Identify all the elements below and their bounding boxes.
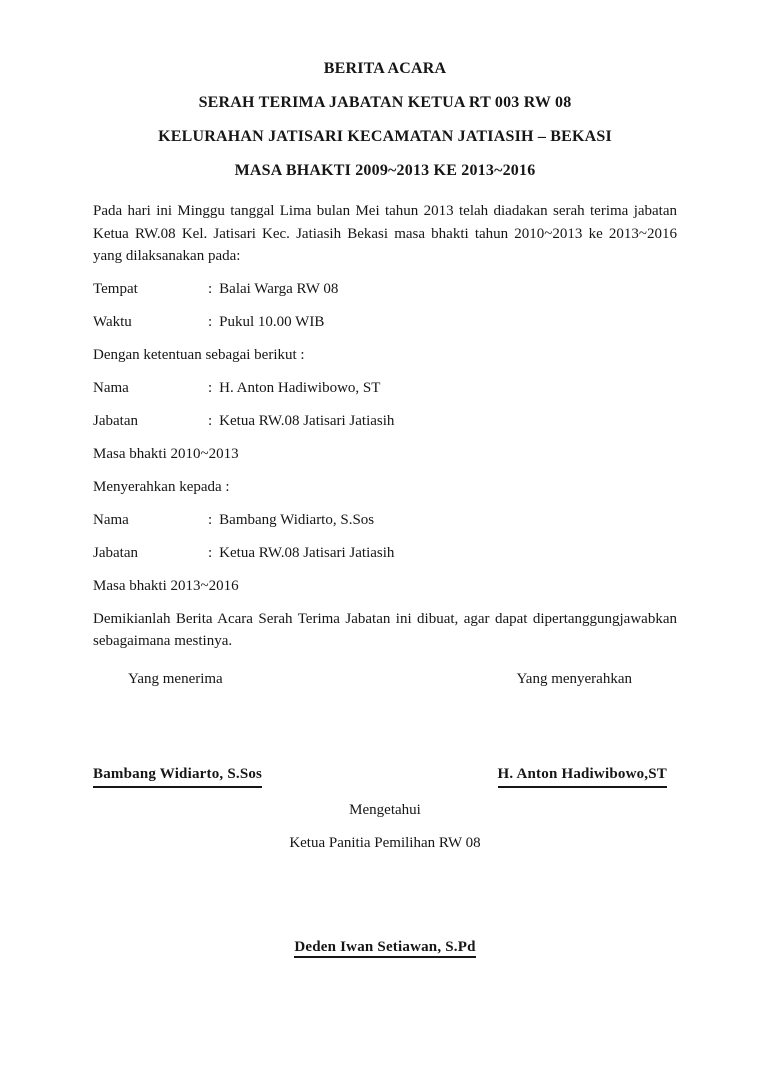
incoming-nama-label: Nama xyxy=(93,511,129,528)
outgoing-jabatan-value: Ketua RW.08 Jatisari Jatiasih xyxy=(219,412,395,429)
terms-intro-line: Dengan ketentuan sebagai berikut : xyxy=(93,346,305,363)
incoming-jabatan-value: Ketua RW.08 Jatisari Jatiasih xyxy=(219,544,395,561)
field-row-waktu xyxy=(93,311,677,333)
incoming-term-line: Masa bhakti 2013~2016 xyxy=(93,577,239,594)
incoming-nama-colon: : xyxy=(208,511,213,528)
witness-heading: Mengetahui xyxy=(349,801,421,818)
waktu-colon: : xyxy=(208,313,213,330)
outgoing-nama-value: H. Anton Hadiwibowo, ST xyxy=(219,379,381,396)
incoming-jabatan-label: Jabatan xyxy=(93,544,138,561)
incoming-nama-value: Bambang Widiarto, S.Sos xyxy=(219,511,375,528)
opening-paragraph: Pada hari ini Minggu tanggal Lima bulan Mei tahun 2013 telah diadakan serah terima jabatan Ketua RW.08 Kel. Jatisari Kec. Jatiasih Bekasi masa bhakti tahun 2010~2013 ke 2013~2016 yang dilaksanakan pada: xyxy=(93,203,677,264)
document-subtitle-area: KELURAHAN JATISARI KECAMATAN JATIASIH – BEKASI xyxy=(158,128,612,145)
waktu-value: Pukul 10.00 WIB xyxy=(219,313,325,330)
field-row-incoming-jabatan xyxy=(93,542,677,564)
outgoing-nama-label: Nama xyxy=(93,379,129,396)
tempat-value: Balai Warga RW 08 xyxy=(219,280,339,297)
receiver-role-label: Yang menerima xyxy=(128,670,223,687)
tempat-label: Tempat xyxy=(93,280,138,297)
field-row-tempat xyxy=(93,278,677,300)
outgoing-jabatan-colon: : xyxy=(208,412,213,429)
outgoing-term-line: Masa bhakti 2010~2013 xyxy=(93,445,239,462)
giver-role-label: Yang menyerahkan xyxy=(516,670,632,687)
document-subtitle-term: MASA BHAKTI 2009~2013 KE 2013~2016 xyxy=(234,162,536,179)
tempat-colon: : xyxy=(208,280,213,297)
outgoing-jabatan-label: Jabatan xyxy=(93,412,138,429)
signature-roles-row xyxy=(93,668,677,690)
witness-signature-name: Deden Iwan Setiawan, S.Pd xyxy=(294,939,475,958)
witness-name-line xyxy=(93,936,677,958)
closing-paragraph: Demikianlah Berita Acara Serah Terima Jabatan ini dibuat, agar dapat dipertanggungjawabkan sebagaimana mestinya. xyxy=(93,610,677,649)
outgoing-nama-colon: : xyxy=(208,379,213,396)
handover-line: Menyerahkan kepada : xyxy=(93,478,230,495)
receiver-signature-name: Bambang Widiarto, S.Sos xyxy=(93,763,262,788)
document-subtitle-position: SERAH TERIMA JABATAN KETUA RT 003 RW 08 xyxy=(198,94,572,111)
field-row-outgoing-nama xyxy=(93,377,677,399)
signature-names-row xyxy=(93,763,677,788)
waktu-label: Waktu xyxy=(93,313,132,330)
document-title: BERITA ACARA xyxy=(323,60,447,77)
incoming-jabatan-colon: : xyxy=(208,544,213,561)
giver-signature-name: H. Anton Hadiwibowo,ST xyxy=(498,763,667,788)
field-row-outgoing-jabatan xyxy=(93,410,677,432)
field-row-incoming-nama xyxy=(93,509,677,531)
witness-role: Ketua Panitia Pemilihan RW 08 xyxy=(289,834,481,851)
